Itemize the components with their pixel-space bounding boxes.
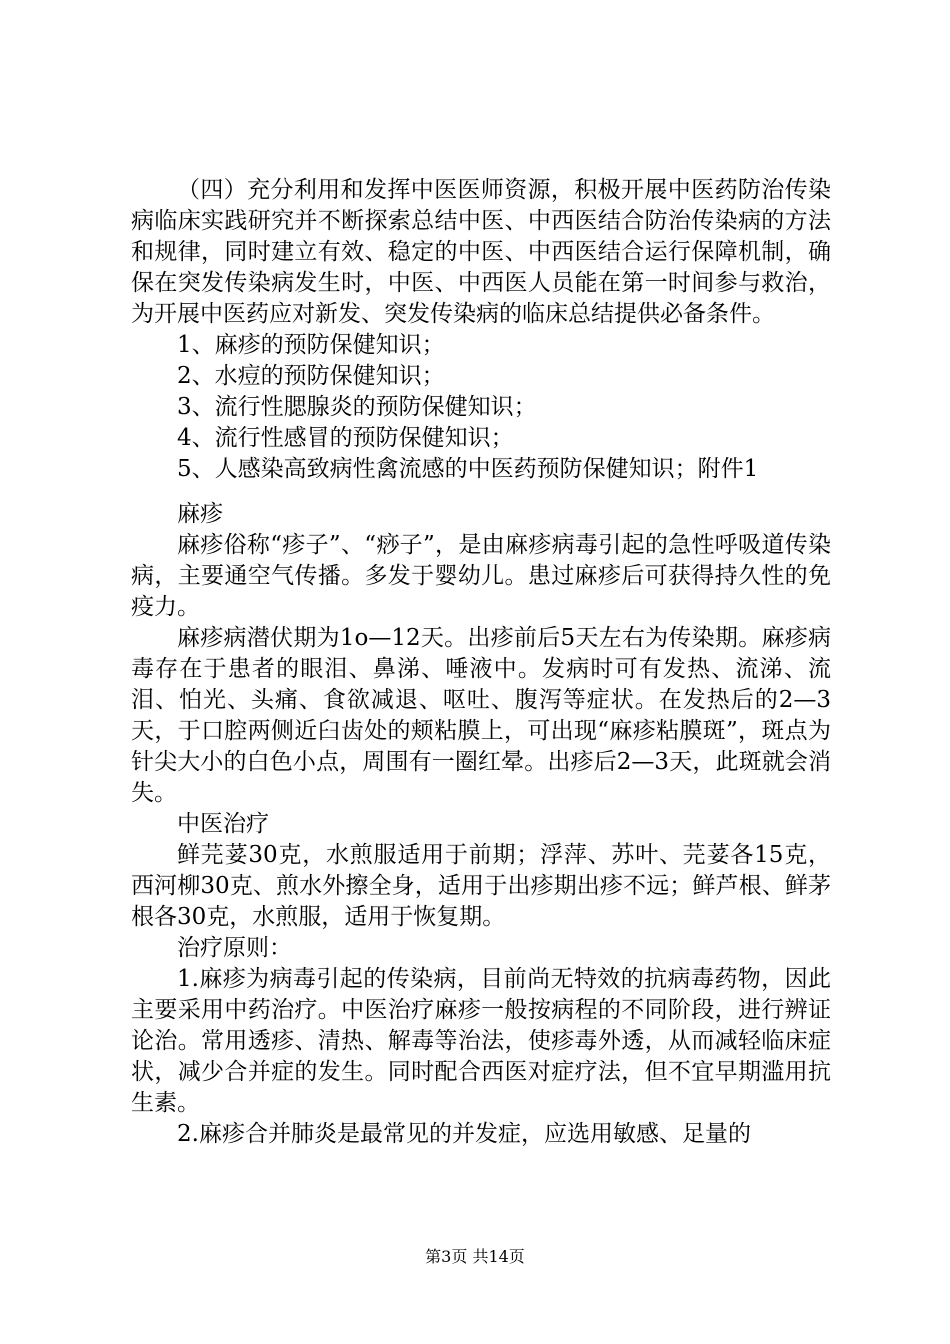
list-item-avian-flu: 5、人感染高致病性禽流感的中医药预防保健知识；附件1 — [177, 456, 759, 482]
paragraph-measles-incubation: 麻疹病潜伏期为1o—12天。出疹前后5天左右为传染期。麻疹病毒存在于患者的眼泪、鼻涕、唾液中。发病时可有发热、流涕、流泪、怕光、头痛、食欲减退、呕吐、腹泻等症状。在发热后的2—3天，于口腔两侧近臼齿处的颊粘膜上，可出现“麻疹粘膜斑”，斑点为针尖大小的白色小点，周围有一圈红晕。出疹后2—3天，此斑就会消失。 — [131, 625, 831, 806]
body-text — [131, 175, 831, 1150]
paragraph-measles-intro: 麻疹俗称“疹子”、“痧子”，是由麻疹病毒引起的急性呼吸道传染病，主要通空气传播。多发于婴幼儿。患过麻疹后可获得持久性的免疫力。 — [131, 532, 831, 620]
paragraph-principle-1: 1.麻疹为病毒引起的传染病，目前尚无特效的抗病毒药物，因此主要采用中药治疗。中医治疗麻疹一般按病程的不同阶段，进行辨证论治。常用透疹、清热、解毒等治法，使疹毒外透，从而减轻临床症状，减少合并症的发生。同时配合西医对症疗法，但不宜早期滥用抗生素。 — [131, 966, 831, 1116]
paragraph-principle-2: 2.麻疹合并肺炎是最常见的并发症，应选用敏感、足量的 — [177, 1121, 751, 1147]
section-heading-tcm-treatment: 中医治疗 — [177, 811, 269, 837]
list-item-chickenpox: 2、水痘的预防保健知识； — [177, 363, 445, 389]
list-item-mumps: 3、流行性腮腺炎的预防保健知识； — [177, 394, 537, 420]
paragraph-section-four: （四）充分利用和发挥中医医师资源，积极开展中医药防治传染病临床实践研究并不断探索总结中医、中西医结合防治传染病的方法和规律，同时建立有效、稳定的中医、中西医结合运行保障机制，确保在突发传染病发生时，中医、中西医人员能在第一时间参与救治，为开展中医药应对新发、突发传染病的临床总结提供必备条件。 — [131, 177, 831, 327]
section-heading-treatment-principles: 治疗原则： — [177, 935, 292, 961]
page-footer: 第3页 共14页 — [425, 1247, 525, 1266]
section-heading-measles: 麻疹 — [177, 501, 223, 527]
list-item-influenza: 4、流行性感冒的预防保健知识； — [177, 425, 514, 451]
paragraph-tcm-remedies: 鲜芫荽30克，水煎服适用于前期；浮萍、苏叶、芫荽各15克，西河柳30克、煎水外擦全身，适用于出疹期出疹不远；鲜芦根、鲜茅根各30克，水煎服，适用于恢复期。 — [131, 842, 831, 930]
list-item-measles: 1、麻疹的预防保健知识； — [177, 332, 445, 358]
